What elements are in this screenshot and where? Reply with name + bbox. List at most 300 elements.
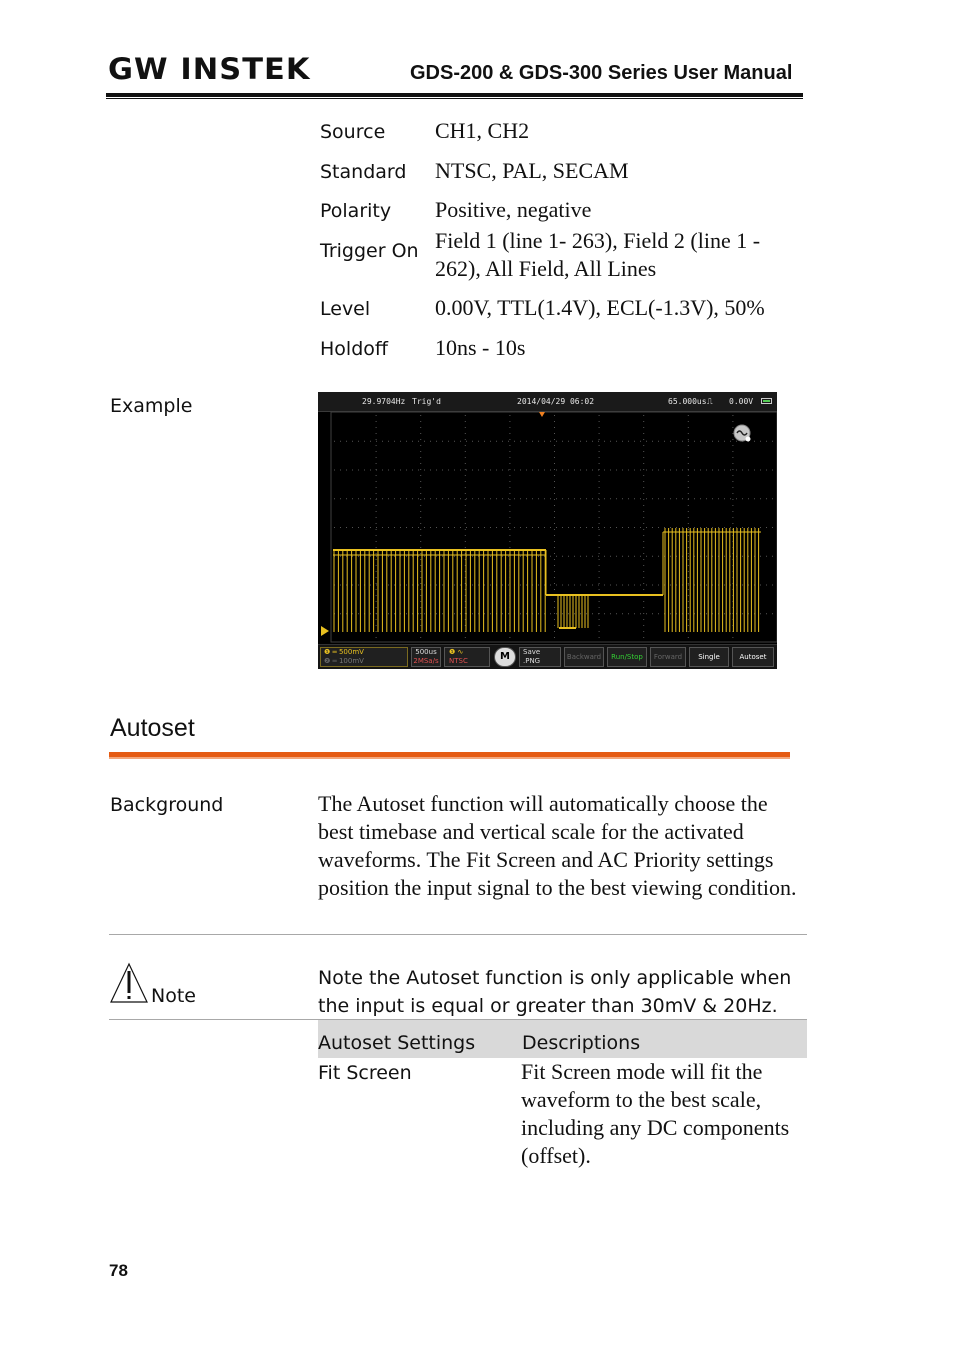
trigger-position-marker [539, 412, 545, 417]
grid-dot [420, 475, 421, 476]
grid-dot [580, 613, 581, 614]
grid-dot [643, 637, 644, 638]
grid-dot [599, 487, 600, 488]
grid-dot [643, 583, 644, 584]
grid-dot [465, 523, 466, 524]
grid-dot [643, 541, 644, 542]
grid-dot [616, 556, 617, 557]
grid-dot [580, 527, 581, 528]
channel-scale-panel[interactable] [320, 647, 408, 667]
grid-dot [556, 585, 557, 586]
grid-dot [406, 585, 407, 586]
scope-frequency: 29.9704Hz [362, 397, 406, 406]
grid-dot [592, 470, 593, 471]
grid-dot [643, 547, 644, 548]
spec-value-trigger-on: Field 1 (line 1- 263), Field 2 (line 1 - 262), All Field, All Lines [435, 228, 761, 281]
grid-dot [688, 541, 689, 542]
grid-dot [574, 498, 575, 499]
grid-dot [364, 498, 365, 499]
page-number: 78 [109, 1261, 128, 1280]
grid-dot [420, 511, 421, 512]
table-header-descriptions: Descriptions [522, 1032, 641, 1054]
grid-dot [358, 556, 359, 557]
grid-dot [622, 527, 623, 528]
grid-dot [496, 527, 497, 528]
grid-dot [730, 470, 731, 471]
grid-dot [526, 527, 527, 528]
grid-dot [610, 470, 611, 471]
grid-dot [490, 441, 491, 442]
grid-dot [682, 441, 683, 442]
grid-dot [509, 493, 510, 494]
grid-dot [554, 571, 555, 572]
grid-dot [610, 527, 611, 528]
grid-dot [643, 421, 644, 422]
grid-dot [772, 441, 773, 442]
grid-dot [658, 527, 659, 528]
grid-dot [358, 441, 359, 442]
grid-dot [754, 441, 755, 442]
grid-dot [484, 441, 485, 442]
grid-dot [640, 556, 641, 557]
grid-dot [406, 441, 407, 442]
grid-dot [664, 527, 665, 528]
time-div: 500us [415, 648, 437, 656]
grid-dot [634, 556, 635, 557]
backward-button[interactable]: Backward [564, 647, 604, 667]
example-label: Example [110, 395, 193, 417]
horizontal-panel[interactable] [411, 647, 441, 667]
grid-dot [400, 441, 401, 442]
grid-dot [509, 445, 510, 446]
grid-dot [568, 470, 569, 471]
grid-dot [538, 470, 539, 471]
ch1-scale: 500mV [338, 648, 364, 656]
grid-dot [688, 481, 689, 482]
grid-dot [526, 441, 527, 442]
grid-dot [628, 585, 629, 586]
grid-dot [599, 451, 600, 452]
grid-dot [376, 547, 377, 548]
grid-dot [682, 527, 683, 528]
grid-dot [599, 439, 600, 440]
grid-dot [538, 556, 539, 557]
grid-dot [574, 527, 575, 528]
section-underline-shadow [109, 757, 790, 759]
grid-dot [442, 498, 443, 499]
grid-dot [688, 583, 689, 584]
grid-dot [484, 527, 485, 528]
save-button[interactable] [519, 647, 561, 667]
grid-dot [465, 421, 466, 422]
grid-dot [599, 637, 600, 638]
grid-dot [748, 498, 749, 499]
grid-dot [643, 457, 644, 458]
grid-dot [616, 527, 617, 528]
grid-dot [382, 498, 383, 499]
grid-dot [599, 535, 600, 536]
grid-dot [502, 527, 503, 528]
grid-dot [664, 470, 665, 471]
grid-dot [554, 589, 555, 590]
grid-dot [610, 556, 611, 557]
grid-dot [643, 619, 644, 620]
grid-dot [550, 527, 551, 528]
grid-dot [688, 559, 689, 560]
grid-dot [502, 470, 503, 471]
grid-dot [688, 475, 689, 476]
grid-dot [352, 556, 353, 557]
grid-dot [544, 470, 545, 471]
grid-dot [420, 451, 421, 452]
grid-dot [465, 535, 466, 536]
grid-dot [526, 556, 527, 557]
grid-dot [509, 547, 510, 548]
grid-dot [364, 470, 365, 471]
grid-dot [454, 498, 455, 499]
grid-dot [736, 527, 737, 528]
grid-dot [688, 585, 689, 586]
grid-dot [622, 585, 623, 586]
grid-dot [592, 498, 593, 499]
grid-dot [520, 613, 521, 614]
grid-dot [736, 498, 737, 499]
grid-dot [465, 547, 466, 548]
grid-dot [688, 441, 689, 442]
trigger-panel[interactable] [444, 647, 490, 667]
grid-dot [376, 451, 377, 452]
grid-dot [550, 613, 551, 614]
grid-dot [712, 470, 713, 471]
grid-dot [490, 613, 491, 614]
grid-dot [732, 523, 733, 524]
grid-dot [688, 505, 689, 506]
grid-dot [376, 529, 377, 530]
grid-dot [472, 527, 473, 528]
grid-dot [766, 498, 767, 499]
grid-dot [346, 498, 347, 499]
grid-dot [670, 613, 671, 614]
grid-dot [652, 527, 653, 528]
grid-dot [466, 470, 467, 471]
grid-dot [454, 585, 455, 586]
header-rule [106, 93, 803, 97]
grid-dot [460, 585, 461, 586]
grid-dot [465, 511, 466, 512]
grid-dot [352, 498, 353, 499]
grid-dot [508, 470, 509, 471]
scope-trigger-status: Trig'd [412, 397, 441, 406]
grid-dot [554, 487, 555, 488]
grid-dot [554, 499, 555, 500]
grid-dot [394, 585, 395, 586]
grid-dot [442, 613, 443, 614]
grid-dot [490, 527, 491, 528]
grid-dot [556, 470, 557, 471]
grid-dot [568, 441, 569, 442]
grid-dot [610, 613, 611, 614]
grid-dot [460, 527, 461, 528]
grid-dot [346, 470, 347, 471]
grid-dot [376, 481, 377, 482]
grid-dot [376, 595, 377, 596]
single-button[interactable]: Single [689, 647, 729, 667]
grid-dot [472, 441, 473, 442]
grid-dot [643, 613, 644, 614]
grid-dot [658, 498, 659, 499]
scope-menu-bar [318, 644, 777, 669]
grid-dot [358, 498, 359, 499]
grid-dot [652, 556, 653, 557]
grid-dot [420, 529, 421, 530]
grid-dot [340, 613, 341, 614]
grid-dot [772, 470, 773, 471]
grid-dot [643, 439, 644, 440]
grid-dot [562, 613, 563, 614]
grid-dot [509, 457, 510, 458]
grid-dot [554, 547, 555, 548]
grid-dot [706, 613, 707, 614]
grid-dot [430, 441, 431, 442]
grid-dot [376, 445, 377, 446]
grid-dot [676, 470, 677, 471]
trigger-edge-icon: ⎍ [707, 397, 713, 406]
grid-dot [700, 498, 701, 499]
grid-dot [556, 441, 557, 442]
grid-dot [460, 470, 461, 471]
grid-dot [706, 556, 707, 557]
grid-dot [554, 469, 555, 470]
grid-dot [628, 498, 629, 499]
grid-dot [418, 470, 419, 471]
grid-dot [376, 559, 377, 560]
grid-dot [604, 613, 605, 614]
grid-dot [706, 441, 707, 442]
grid-dot [550, 470, 551, 471]
grid-dot [562, 470, 563, 471]
grid-dot [526, 585, 527, 586]
grid-dot [509, 427, 510, 428]
grid-dot [766, 613, 767, 614]
grid-dot [418, 613, 419, 614]
grid-dot [460, 613, 461, 614]
grid-dot [376, 571, 377, 572]
grid-dot [509, 523, 510, 524]
grid-dot [424, 556, 425, 557]
grid-dot [599, 421, 600, 422]
grid-dot [640, 527, 641, 528]
grid-dot [508, 556, 509, 557]
grid-dot [718, 498, 719, 499]
grid-dot [688, 427, 689, 428]
grid-dot [646, 556, 647, 557]
grid-dot [382, 527, 383, 528]
grid-dot [420, 427, 421, 428]
grid-dot [420, 607, 421, 608]
grid-dot [532, 527, 533, 528]
grid-dot [599, 589, 600, 590]
grid-dot [412, 441, 413, 442]
grid-dot [643, 427, 644, 428]
grid-dot [420, 433, 421, 434]
grid-dot [580, 585, 581, 586]
grid-dot [346, 527, 347, 528]
grid-dot [688, 547, 689, 548]
note-text: Note the Autoset function is only applicable when the input is equal or greater than 30mV & 20Hz. [318, 967, 792, 1017]
grid-dot [652, 613, 653, 614]
grid-dot [554, 565, 555, 566]
grid-dot [340, 556, 341, 557]
grid-dot [554, 421, 555, 422]
grid-dot [688, 439, 689, 440]
grid-dot [643, 511, 644, 512]
grid-dot [554, 463, 555, 464]
grid-dot [664, 498, 665, 499]
grid-dot [562, 556, 563, 557]
grid-dot [544, 441, 545, 442]
spec-label-level: Level [320, 298, 371, 320]
grid-dot [376, 583, 377, 584]
grid-dot [554, 517, 555, 518]
grid-dot [436, 527, 437, 528]
grid-dot [454, 556, 455, 557]
grid-dot [465, 457, 466, 458]
grid-dot [376, 439, 377, 440]
grid-dot [586, 470, 587, 471]
grid-dot [376, 487, 377, 488]
grid-dot [562, 498, 563, 499]
grid-dot [388, 585, 389, 586]
grid-dot [732, 487, 733, 488]
grid-dot [340, 470, 341, 471]
grid-dot [420, 565, 421, 566]
scope-trigger-level: 0.00V [729, 397, 754, 406]
grid-dot [465, 499, 466, 500]
grid-dot [340, 498, 341, 499]
grid-dot [568, 556, 569, 557]
grid-dot [420, 457, 421, 458]
grid-dot [508, 498, 509, 499]
grid-dot [334, 498, 335, 499]
grid-dot [634, 527, 635, 528]
ch2-scale: 100mV [338, 657, 364, 665]
menu-m-button[interactable]: M [494, 647, 516, 667]
grid-dot [509, 463, 510, 464]
grid-dot [376, 475, 377, 476]
grid-dot [370, 441, 371, 442]
autoset-button[interactable]: Autoset [732, 647, 774, 667]
grid-dot [640, 470, 641, 471]
grid-dot [442, 441, 443, 442]
grid-dot [508, 585, 509, 586]
grid-dot [520, 470, 521, 471]
grid-dot [388, 470, 389, 471]
sample-rate: 2MSa/s [413, 657, 439, 665]
grid-dot [526, 613, 527, 614]
grid-dot [509, 487, 510, 488]
grid-dot [420, 589, 421, 590]
grid-dot [732, 517, 733, 518]
grid-dot [599, 553, 600, 554]
grid-dot [622, 556, 623, 557]
grid-dot [760, 556, 761, 557]
grid-dot [554, 625, 555, 626]
spec-label-standard: Standard [320, 161, 407, 183]
grid-dot [688, 493, 689, 494]
grid-dot [436, 470, 437, 471]
grid-dot [676, 441, 677, 442]
grid-dot [658, 441, 659, 442]
grid-dot [670, 470, 671, 471]
grid-dot [436, 613, 437, 614]
grid-dot [604, 527, 605, 528]
grid-dot [724, 613, 725, 614]
grid-dot [592, 585, 593, 586]
grid-dot [732, 421, 733, 422]
grid-dot [550, 556, 551, 557]
run-stop-button[interactable]: Run/Stop [607, 647, 647, 667]
grid-dot [599, 559, 600, 560]
grid-dot [742, 470, 743, 471]
grid-dot [604, 470, 605, 471]
grid-dot [748, 527, 749, 528]
grid-dot [376, 505, 377, 506]
grid-dot [599, 577, 600, 578]
grid-dot [554, 445, 555, 446]
grid-dot [490, 498, 491, 499]
grid-dot [670, 556, 671, 557]
grid-dot [760, 470, 761, 471]
grid-dot [643, 553, 644, 554]
forward-button[interactable]: Forward [650, 647, 686, 667]
grid-dot [554, 493, 555, 494]
grid-dot [658, 585, 659, 586]
grid-dot [586, 441, 587, 442]
grid-dot [472, 556, 473, 557]
grid-dot [598, 441, 599, 442]
grid-dot [478, 527, 479, 528]
grid-dot [599, 427, 600, 428]
spec-value-source: CH1, CH2 [435, 118, 530, 143]
grid-dot [643, 631, 644, 632]
grid-dot [760, 498, 761, 499]
grid-dot [420, 613, 421, 614]
grid-dot [352, 470, 353, 471]
grid-dot [388, 441, 389, 442]
grid-dot [454, 527, 455, 528]
grid-dot [754, 527, 755, 528]
grid-dot [420, 637, 421, 638]
scope-waveform-area [318, 392, 777, 668]
grid-dot [388, 498, 389, 499]
grid-dot [742, 527, 743, 528]
grid-dot [376, 637, 377, 638]
grid-dot [424, 470, 425, 471]
grid-dot [420, 631, 421, 632]
grid-dot [352, 613, 353, 614]
grid-dot [599, 523, 600, 524]
grid-dot [358, 613, 359, 614]
grid-dot [676, 527, 677, 528]
grid-dot [376, 589, 377, 590]
grid-dot [643, 601, 644, 602]
grid-dot [420, 439, 421, 440]
grid-dot [643, 469, 644, 470]
grid-dot [732, 511, 733, 512]
note-label: Note [151, 985, 196, 1007]
grid-dot [732, 481, 733, 482]
grid-dot [420, 493, 421, 494]
